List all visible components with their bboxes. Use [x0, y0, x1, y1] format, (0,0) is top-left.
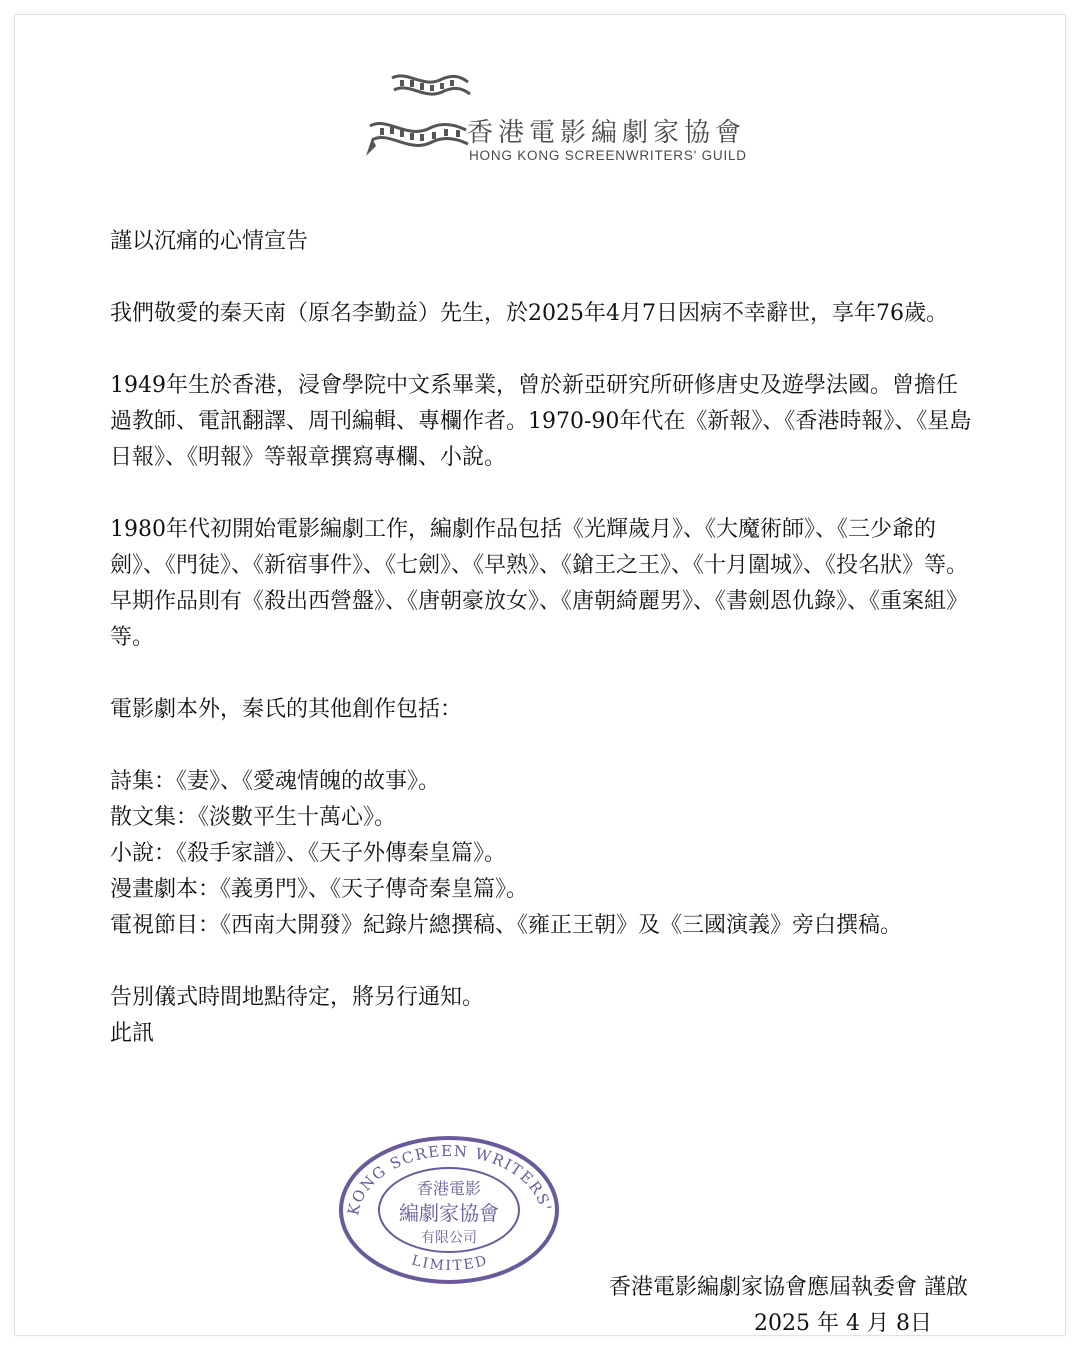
guild-name-english: HONG KONG SCREENWRITERS' GUILD	[469, 148, 747, 163]
works-item: 小說：《殺手家譜》、《天子外傳秦皇篇》。	[110, 841, 507, 866]
works-item: 散文集：《淡數平生十萬心》。	[110, 805, 397, 830]
works-item: 詩集：《妻》、《愛魂情魄的故事》。	[110, 769, 441, 794]
seal-outer-text-bottom: LIMITED	[409, 1252, 491, 1275]
seal-inner-line: 編劇家協會	[399, 1201, 499, 1225]
paragraph-death-notice: 我們敬愛的秦天南（原名李勤益）先生，於2025年4月7日因病不幸辭世，享年76歲。	[110, 301, 948, 326]
works-intro: 電影劇本外，秦氏的其他創作包括：	[110, 697, 463, 722]
guild-logo	[362, 66, 752, 176]
paragraph-film-works: 1980年代初開始電影編劇工作，編劇作品包括《光輝歲月》、《大魔術師》、《三少爺的劍》、《門徒》、《新宿事件》、《七劍》、《早熟》、《鎗王之王》、《十月圍城》、《投名狀》等。早期作品則有《殺出西營盤》、《唐朝豪放女》、《唐朝綺麗男》、《書劍恩仇錄》、《重案組》 等。	[110, 517, 969, 650]
signoff-date: 2025 年 4 月 8日	[754, 1311, 932, 1336]
seal-inner-line: 香港電影	[416, 1179, 482, 1198]
seal-inner-line: 有限公司	[421, 1230, 477, 1246]
guild-seal-stamp	[336, 1134, 562, 1286]
signoff-organization: 香港電影編劇家協會應屆執委會 謹啟	[609, 1275, 968, 1300]
closing-sign: 此訊	[110, 1021, 155, 1046]
announcement-body	[110, 224, 975, 1052]
paragraph-biography: 1949年生於香港，浸會學院中文系畢業，曾於新亞研究所研修唐史及遊學法國。曾擔任過教師、電訊翻譯、周刊編輯、專欄作者。1970-90年代在《新報》、《香港時報》、《星島日報》、《明報》等報章撰寫專欄、小說。	[110, 373, 972, 470]
works-item: 電視節目：《西南大開發》紀錄片總撰稿、《雍正王朝》及《三國演義》旁白撰稿。	[110, 913, 903, 938]
film-strip-icon	[362, 66, 472, 166]
opening-line: 謹以沉痛的心情宣告	[110, 229, 309, 254]
seal-outer-text-top: KONG SCREEN WRITERS'	[344, 1141, 556, 1217]
works-item: 漫畫劇本：《義勇門》、《天子傳奇秦皇篇》。	[110, 877, 529, 902]
guild-name-chinese: 香港電影編劇家協會	[467, 118, 747, 148]
signoff-block	[609, 1270, 968, 1342]
closing-notice: 告別儀式時間地點待定，將另行通知。	[110, 985, 485, 1010]
